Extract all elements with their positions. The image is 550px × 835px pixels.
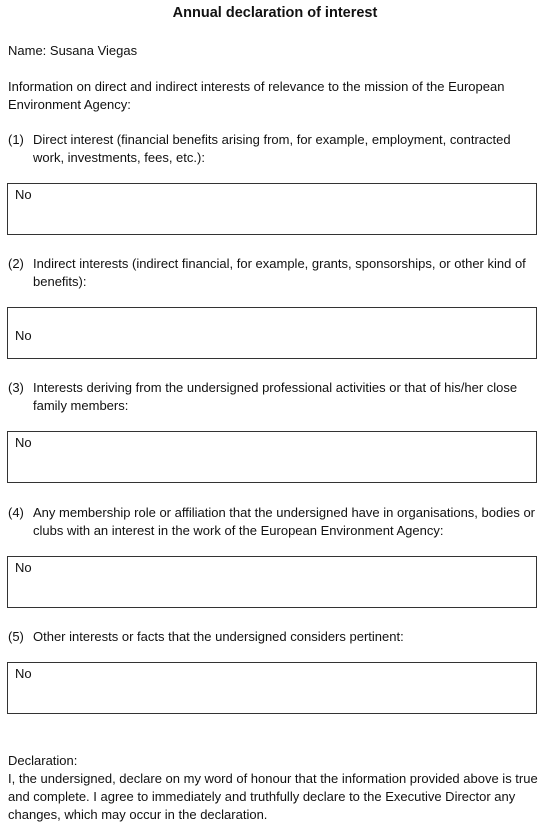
declaration-section	[8, 752, 543, 824]
answer-box-3	[7, 431, 537, 483]
intro-text: Information on direct and indirect interests of relevance to the mission of the European Environment Agency:	[8, 79, 505, 112]
answer-box-2	[7, 307, 537, 359]
document-title: Annual declaration of interest	[172, 5, 378, 21]
answer-box-1	[7, 183, 537, 235]
question-text: Any membership role or affiliation that the undersigned have in organisations, bodies or clubs with an interest in the work of the European Environment Agency:	[33, 505, 536, 538]
answer-box-4	[7, 556, 537, 608]
question-text: Indirect interests (indirect financial, for example, grants, sponsorships, or other kind of benefits):	[33, 256, 526, 289]
question-3	[8, 379, 543, 415]
question-2	[8, 255, 543, 291]
question-number: (2)	[8, 256, 24, 271]
question-text: Interests deriving from the undersigned professional activities or that of his/her close family members:	[33, 380, 518, 413]
question-number: (4)	[8, 505, 24, 520]
answer-text: No	[15, 435, 32, 450]
question-4	[8, 504, 543, 540]
question-1	[8, 131, 543, 167]
answer-text: No	[15, 328, 32, 343]
question-number: (1)	[8, 132, 24, 147]
question-text: Other interests or facts that the undersigned considers pertinent:	[33, 629, 404, 644]
declaration-heading: Declaration:	[8, 753, 78, 768]
declarant-name: Name: Susana Viegas	[8, 43, 138, 58]
question-number: (5)	[8, 629, 24, 644]
answer-box-5	[7, 662, 537, 714]
question-number: (3)	[8, 380, 24, 395]
declaration-text: I, the undersigned, declare on my word of honour that the information provided above is true and complete. I agree to immediately and truthfully declare to the Executive Director any changes, which may occur in the declaration.	[8, 771, 538, 822]
question-text: Direct interest (financial benefits arising from, for example, employment, contracted work, investments, fees, etc.):	[33, 132, 511, 165]
answer-text: No	[15, 666, 32, 681]
answer-text: No	[15, 187, 32, 202]
question-5	[8, 628, 543, 646]
answer-text: No	[15, 560, 32, 575]
